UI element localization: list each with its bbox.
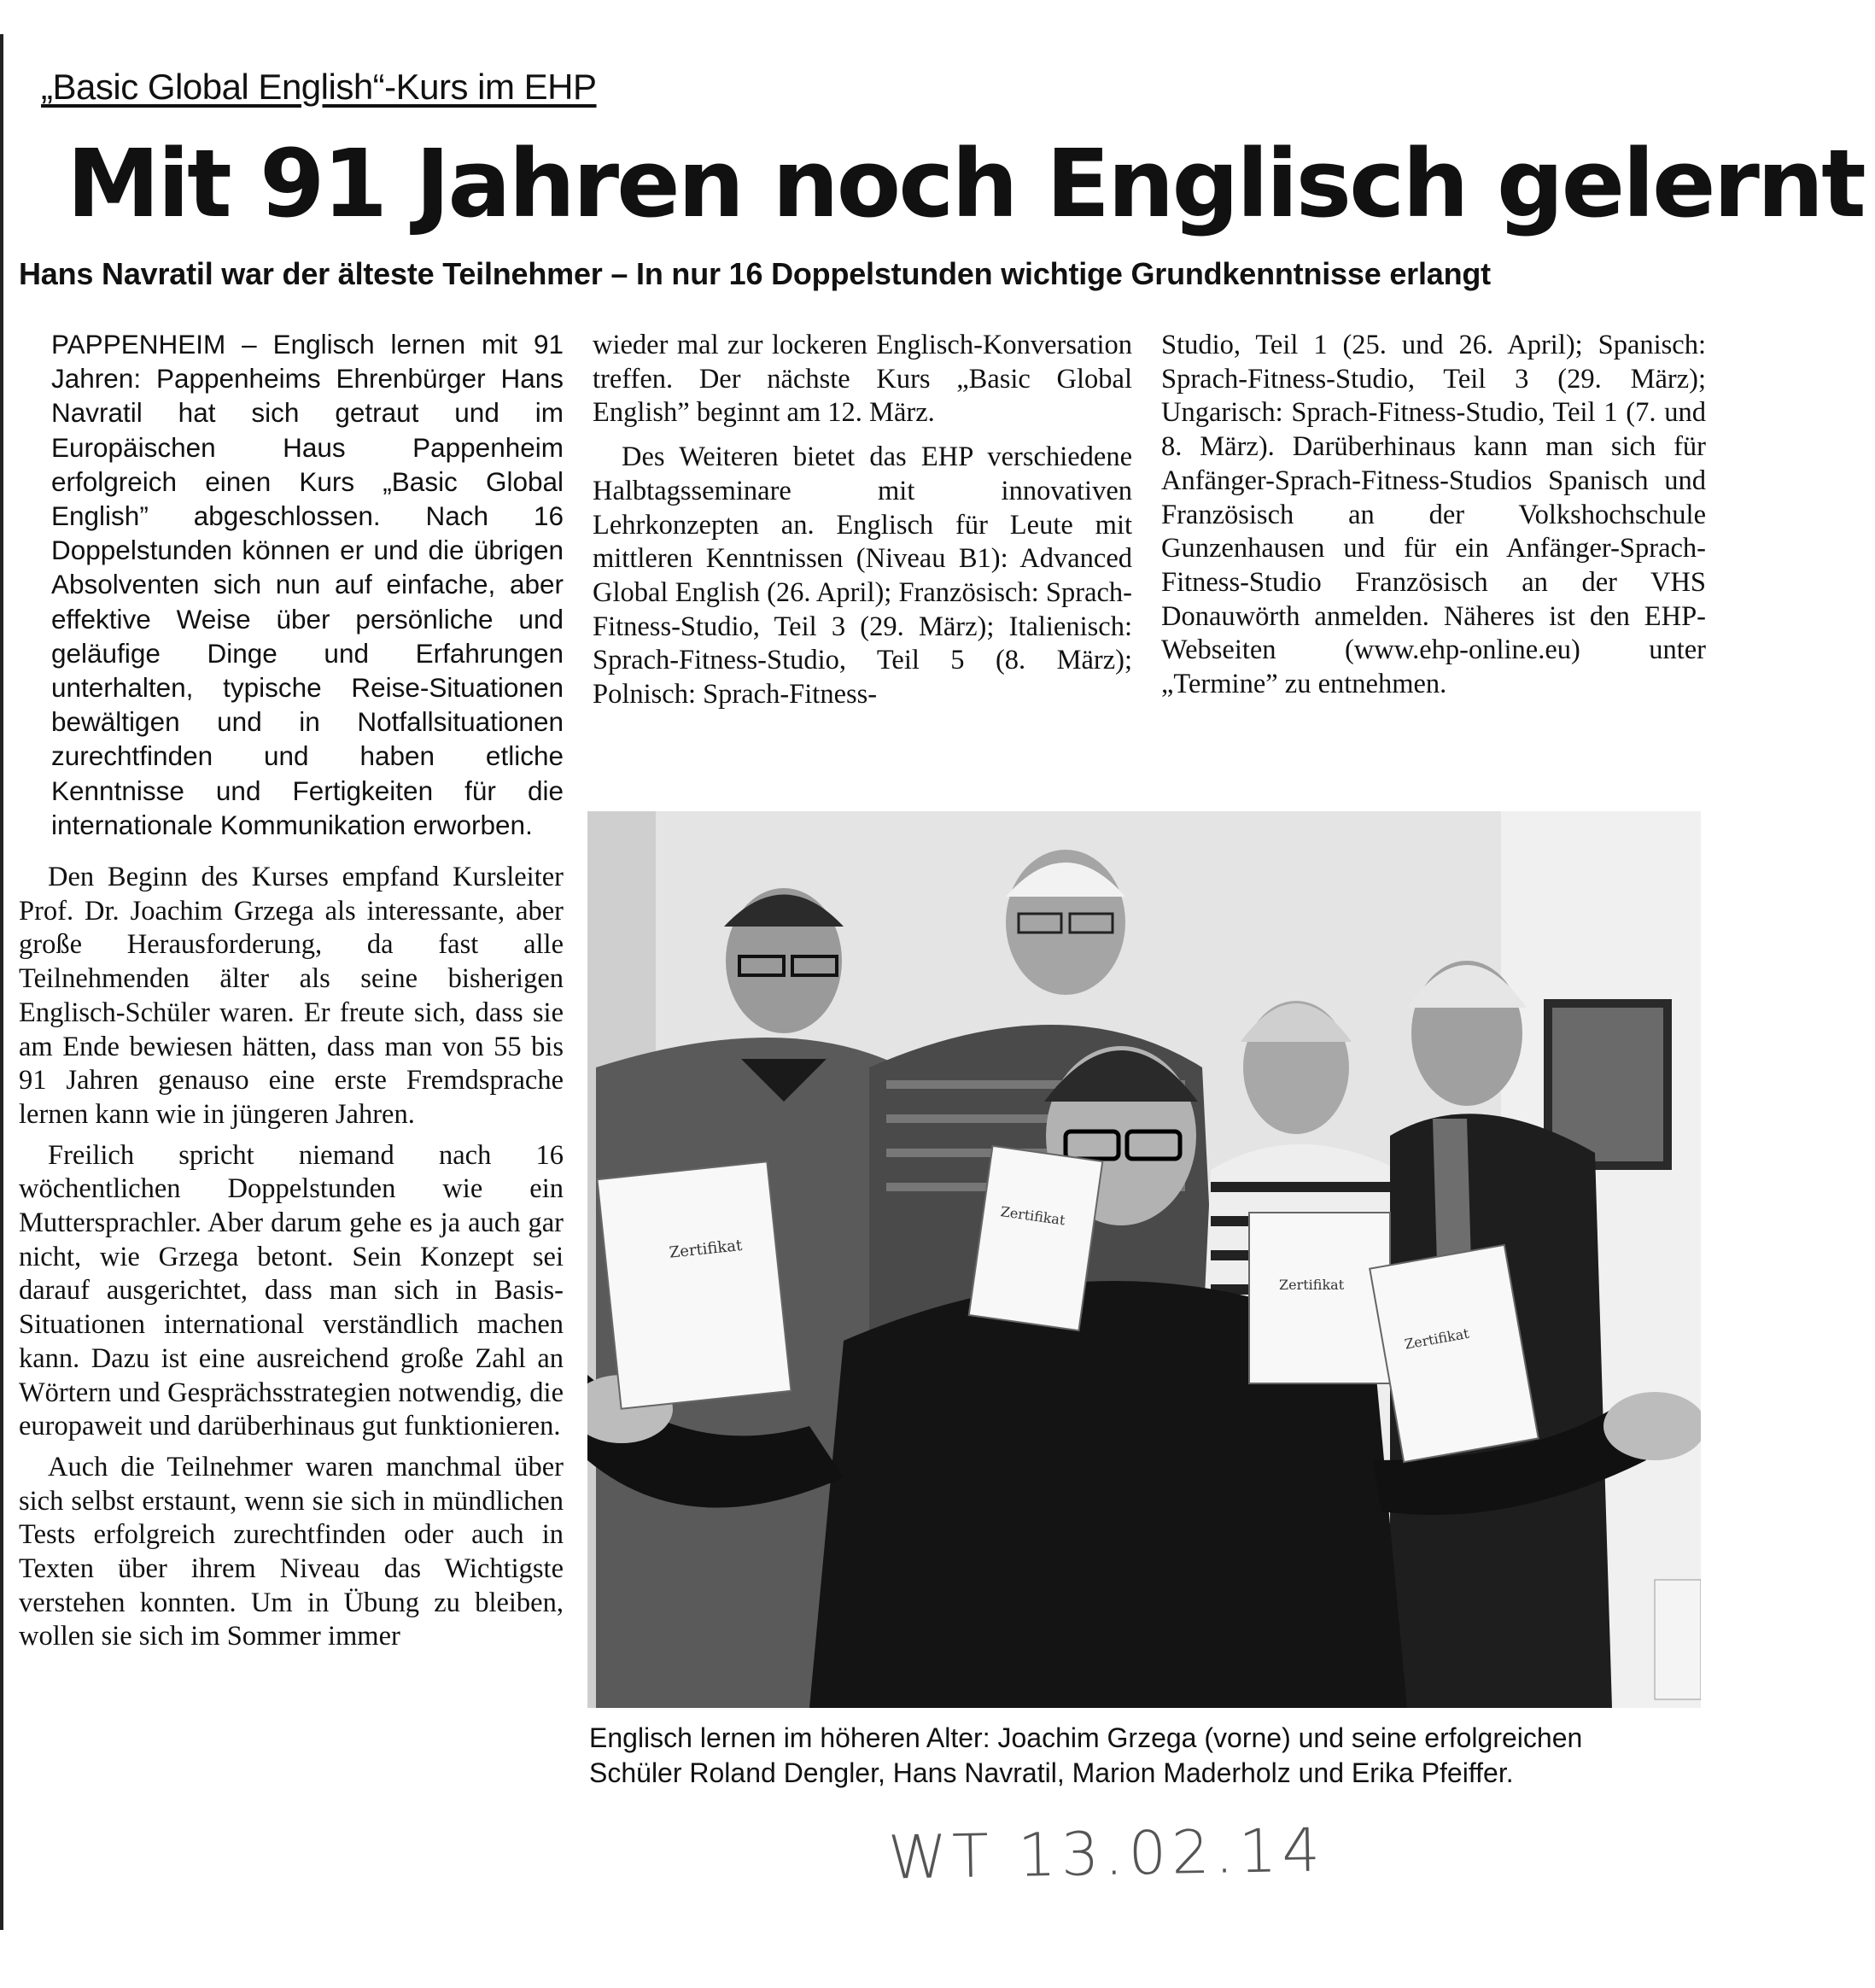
article-headline: Mit 91 Jahren noch Englisch gelernt (67, 129, 1864, 238)
certificate-1 (597, 1161, 791, 1408)
lead-column (51, 327, 564, 842)
body-paragraph: Freilich spricht niemand nach 16 wöchentlichen Doppelstunden wie ein Muttersprachler. Aber darum gehe es ja auch gar nicht, wie Grzega betont. Sein Konzept sei darauf ausgerichtet, dass man sich in Basis-Situationen international verständlich machen kann. Dazu ist eine ausreichend große Zahl an Wörtern und Gesprächsstrategien notwendig, die europaweit und darüberhinaus gut funktionieren. (19, 1139, 564, 1442)
lead-paragraph: PAPPENHEIM – Englisch lernen mit 91 Jahren: Pappenheims Ehrenbürger Hans Navratil hat sich getraut und im Europäischen Haus Pappenheim erfolgreich einen Kurs „Basic Global English” abgeschlossen. Nach 16 Doppelstunden können er und die übrigen Absolventen sich nun auf einfache, aber effektive Weise über persönliche und geläufige Dinge und Erfahrungen unterhalten, typische Reise-Situationen bewältigen und in Notfallsituationen zurechtfinden und haben etliche Kenntnisse und Fertigkeiten für die internationale Kommunikation erworben. (51, 329, 564, 840)
certificate-2 (969, 1146, 1103, 1330)
caption-line: Schüler Roland Dengler, Hans Navratil, Marion Maderholz und Erika Pfeiffer. (589, 1757, 1514, 1788)
body-paragraph: Den Beginn des Kurses empfand Kursleiter Prof. Dr. Joachim Grzega als interessante, aber große Herausforderung, da fast alle Teilnehmenden älter als seine bisherigen Englisch-Schüler waren. Er freute sich, dass sie am Ende bewiesen hätten, dass man von 55 bis 91 Jahren genauso eine erste Fremdsprache lernen kann wie in jüngeren Jahren. (19, 862, 564, 1130)
page-edge (0, 34, 3, 1930)
certificate-label: Zertifikat (1279, 1277, 1345, 1293)
certificate-label: Zertifikat (999, 1203, 1066, 1229)
photo-caption (589, 1721, 1708, 1791)
article-subheadline: Hans Navratil war der älteste Teilnehmer – In nur 16 Doppelstunden wichtige Grundkenntnisse erlangt (19, 256, 1491, 291)
article-kicker: „Basic Global English“-Kurs im EHP (41, 67, 597, 107)
body-paragraph: Des Weiteren bietet das EHP verschiedene Halbtagsseminare mit innovativen Lehrkonzepten an. Englisch für Leute mit mittleren Kenntnissen (Niveau B1): Advanced Global English (26. April); Französisch: Sprach-Fitness-Studio, Teil 3 (29. März); Italienisch: Sprach-Fitness-Studio, Teil 5 (8. März); Polnisch: Sprach-Fitness- (593, 441, 1132, 710)
handwritten-date-note: WT 13.02.14 (887, 1815, 1326, 1893)
left-column (19, 861, 564, 1661)
middle-column (593, 329, 1132, 722)
group-photo-illustration (587, 811, 1701, 1708)
certificate-label: Zertifikat (668, 1236, 744, 1262)
certificate-label: Zertifikat (1403, 1324, 1470, 1353)
group-photo (587, 811, 1701, 1708)
body-paragraph: Auch die Teilnehmer waren manchmal über sich selbst erstaunt, wenn sie sich in mündlichen Tests erfolgreich zurechtfinden oder auch in Texten über ihrem Niveau das Wichtigste verstehen konnten. Um in Übung zu bleiben, wollen sie sich im Sommer immer (19, 1451, 564, 1652)
body-paragraph: Studio, Teil 1 (25. und 26. April); Spanisch: Sprach-Fitness-Studio, Teil 3 (29. März); Ungarisch: Sprach-Fitness-Studio, Teil 1 (7. und 8. März). Darüberhinaus kann man sich für Anfänger-Sprach-Fitness-Studios Spanisch und Französisch an der Volkshochschule Gunzenhausen und für ein Anfänger-Sprach-Fitness-Studio Französisch an der VHS Donauwörth anmelden. Näheres ist den EHP-Webseiten (www.ehp-online.eu) unter „Termine” zu entnehmen. (1161, 330, 1706, 700)
right-column (1161, 329, 1706, 702)
caption-line: Englisch lernen im höheren Alter: Joachim Grzega (vorne) und seine erfolgreichen (589, 1722, 1583, 1753)
certificate-3 (1249, 1213, 1390, 1383)
body-paragraph: wieder mal zur lockeren Englisch-Konversation treffen. Der nächste Kurs „Basic Global English” beginnt am 12. März. (593, 330, 1132, 429)
